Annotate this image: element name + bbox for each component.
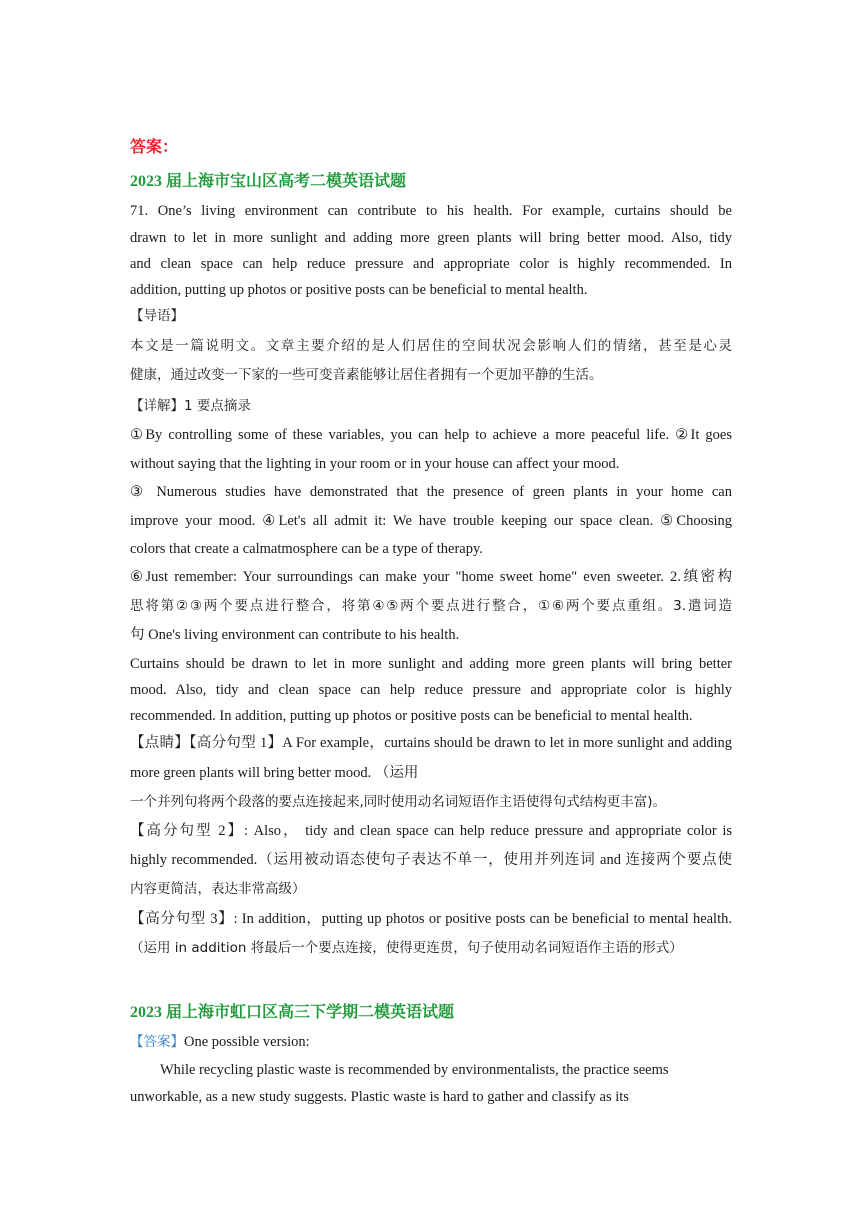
answer-intro — [130, 1032, 310, 1052]
section-title-hongkou: 2023 届上海市虹口区高三下学期二模英语试题 — [130, 1004, 455, 1021]
highlight-line: 【点睛】【高分句型 1】A For example，curtains should be drawn to let in more sunlight and adding — [130, 735, 732, 751]
highlight-line: 内容更简洁，表达非常高级） — [130, 881, 306, 897]
highlight-line: more green plants will bring better mood. （运用 — [130, 765, 419, 781]
highlight-line: highly recommended.（运用被动语态使句子表达不单一，使用并列连词 and 连接两个要点使 — [130, 852, 732, 868]
key-point-line: 思将第②③两个要点进行整合，将第④⑤两个要点进行整合，①⑥两个要点重组。3.遣词造 — [130, 598, 732, 614]
detail-label: 【详解】1 要点摘录 — [130, 398, 251, 414]
answer-71-line: 71. One’s living environment can contribute to his health. For example, curtains should be — [130, 203, 732, 219]
answer-heading: 答案： — [130, 139, 179, 156]
model-paragraph-line: recommended. In addition, putting up photos or positive posts can be beneficial to mental health. — [130, 708, 693, 724]
highlight-line: 一个并列句将两个段落的要点连接起来,同时使用动名词短语作主语使得句式结构更丰富)。 — [130, 794, 667, 810]
highlight-line: 【高分句型 2】: Also， tidy and clean space can help reduce pressure and appropriate color is — [130, 823, 732, 839]
answer-71-line: addition, putting up photos or positive posts can be beneficial to mental health. — [130, 282, 588, 298]
guide-text-line: 本文是一篇说明文。文章主要介绍的是人们居住的空间状况会影响人们的情绪，甚至是心灵 — [130, 338, 732, 354]
highlight-line: 【高分句型 3】: In addition，putting up photos or positive posts can be beneficial to mental health. — [130, 911, 732, 927]
section-title-baoshan: 2023 届上海市宝山区高考二模英语试题 — [130, 173, 407, 190]
key-point-line: 句 One's living environment can contribute to his health. — [130, 627, 460, 643]
highlight-line: （运用 in addition 将最后一个要点连接，使得更连贯，句子使用动名词短语作主语的形式） — [130, 940, 683, 956]
answer-text-line: While recycling plastic waste is recommended by environmentalists, the practice seems — [160, 1062, 669, 1078]
guide-text-line: 健康，通过改变一下家的一些可变音素能够让居住者拥有一个更加平静的生活。 — [130, 367, 603, 383]
answer-intro-text: One possible version: — [184, 1034, 310, 1050]
model-paragraph-line: Curtains should be drawn to let in more sunlight and adding more green plants will bring better — [130, 656, 732, 672]
answer-label: 【答案】 — [130, 1034, 184, 1050]
key-point-line: ⑥Just remember: Your surroundings can make your "home sweet home" even sweeter. 2.缜密构 — [130, 569, 732, 585]
model-paragraph-line: mood. Also, tidy and clean space can help reduce pressure and appropriate color is highly — [130, 682, 732, 698]
key-point-line: colors that create a calmatmosphere can be a type of therapy. — [130, 541, 483, 557]
key-point-line: without saying that the lighting in your room or in your house can affect your mood. — [130, 456, 620, 472]
key-point-line: ③ Numerous studies have demonstrated that the presence of green plants in your home can — [130, 484, 732, 500]
answer-71-line: drawn to let in more sunlight and adding more green plants will bring better mood. Also, tidy — [130, 230, 732, 246]
guide-label: 【导语】 — [130, 308, 184, 324]
key-point-line: ①By controlling some of these variables, you can help to achieve a more peaceful life. ②It goes — [130, 427, 732, 443]
answer-71-line: and clean space can help reduce pressure and appropriate color is highly recommended. In — [130, 256, 732, 272]
answer-text-line: unworkable, as a new study suggests. Plastic waste is hard to gather and classify as its — [130, 1089, 629, 1105]
key-point-line: improve your mood. ④Let's all admit it: We have trouble keeping our space clean. ⑤Choosing — [130, 513, 732, 529]
